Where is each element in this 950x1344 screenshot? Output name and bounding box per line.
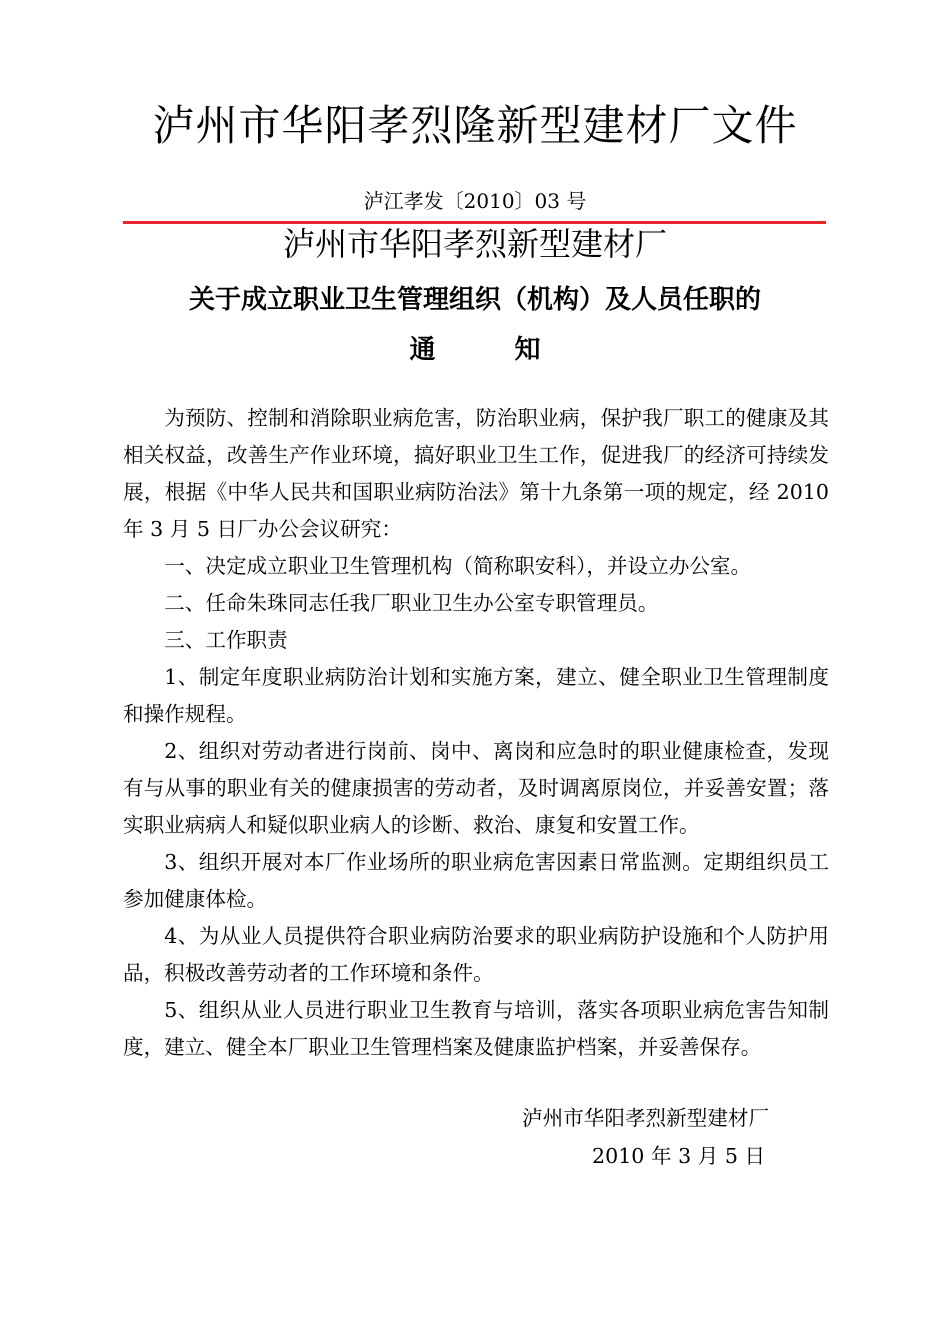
body-paragraph-duty-4: 4、为从业人员提供符合职业病防治要求的职业病防护设施和个人防护用品，积极改善劳动者的工作环境和条件。 (123, 924, 829, 985)
signature-date: 2010 年 3 月 5 日 (592, 1144, 766, 1168)
notice-char-tong: 通 (409, 335, 436, 365)
notice-char-zhi: 知 (514, 335, 541, 365)
notice-subject: 关于成立职业卫生管理组织（机构）及人员任职的 (188, 285, 761, 315)
body-paragraph-duty-1: 1、制定年度职业病防治计划和实施方案，建立、健全职业卫生管理制度和操作规程。 (123, 665, 829, 726)
notice-heading (0, 330, 950, 370)
document-header-title: 泸州市华阳孝烈隆新型建材厂文件 (152, 101, 798, 150)
document-number: 泸江孝发〔2010〕03 号 (363, 189, 587, 213)
issuer-title: 泸州市华阳孝烈新型建材厂 (282, 225, 667, 263)
body-paragraph-duty-5: 5、组织从业人员进行职业卫生教育与培训，落实各项职业病危害告知制度，建立、健全本厂职业卫生管理档案及健康监护档案，并妥善保存。 (123, 998, 829, 1059)
body-paragraph-intro: 为预防、控制和消除职业病危害，防治职业病，保护我厂职工的健康及其相关权益，改善生产作业环境，搞好职业卫生工作，促进我厂的经济可持续发展，根据《中华人民共和国职业病防治法》第十九条第一项的规定，经 2010 年 3 月 5 日厂办公会议研究： (123, 406, 829, 541)
notice-body (123, 400, 829, 1066)
body-paragraph-item-2: 二、任命朱珠同志任我厂职业卫生办公室专职管理员。 (164, 591, 659, 615)
signature-organization: 泸州市华阳孝烈新型建材厂 (522, 1106, 770, 1130)
body-paragraph-duty-2: 2、组织对劳动者进行岗前、岗中、离岗和应急时的职业健康检查，发现有与从事的职业有关的健康损害的劳动者，及时调离原岗位，并妥善安置；落实职业病病人和疑似职业病人的诊断、救治、康复和安置工作。 (123, 739, 829, 837)
body-paragraph-duty-3: 3、组织开展对本厂作业场所的职业病危害因素日常监测。定期组织员工参加健康体检。 (123, 850, 829, 911)
body-paragraph-item-1: 一、决定成立职业卫生管理机构（简称职安科），并设立办公室。 (164, 554, 752, 578)
body-paragraph-item-3: 三、工作职责 (164, 628, 288, 652)
